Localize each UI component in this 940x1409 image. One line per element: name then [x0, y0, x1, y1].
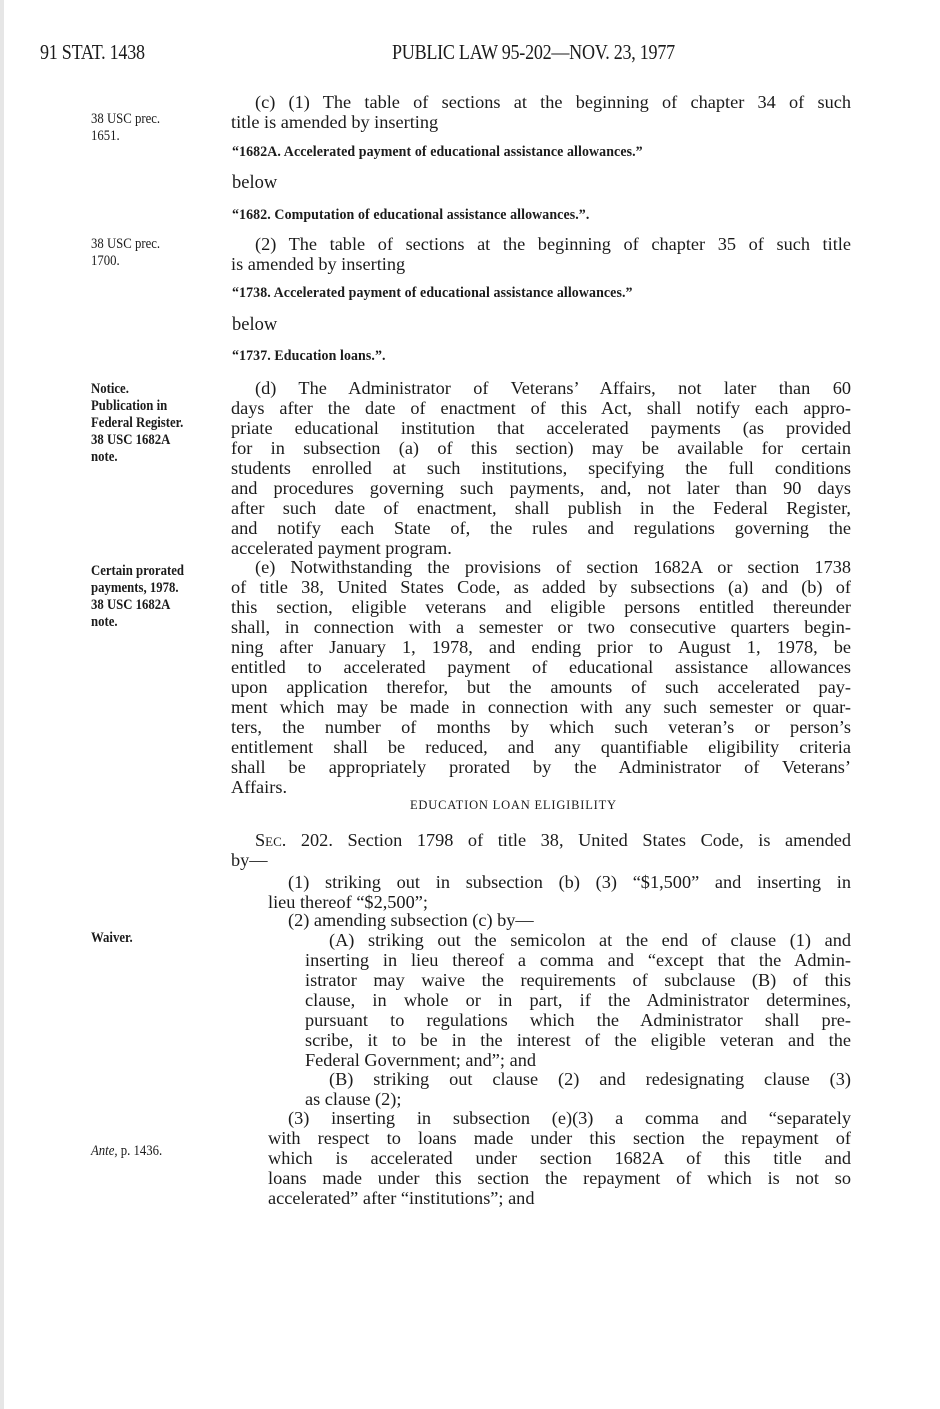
- text-line: days after the date of enactment of this Act, shall notify each appro-: [231, 398, 851, 418]
- text-line: (A) striking out the semicolon at the end of clause (1) and: [329, 930, 851, 950]
- margin-note-waiver: [91, 930, 133, 947]
- text-line: lieu thereof “$2,500”;: [268, 892, 428, 912]
- item-2a: [305, 930, 851, 1070]
- text-line: Federal Government; and”; and: [305, 1050, 536, 1070]
- text-line: priate educational institution that accelerated payments (as provided: [231, 418, 851, 438]
- text-line: accelerated” after “institutions”; and: [268, 1188, 535, 1208]
- margin-note-line: Certain prorated: [91, 563, 184, 579]
- reference-section-1737: “1737. Education loans.”.: [232, 348, 386, 364]
- text-line: ment which may be made in connection with any such semester or quar-: [231, 697, 851, 717]
- below-word: below: [232, 315, 278, 335]
- text-line: ning after January 1, 1978, and ending prior to August 1, 1978, be: [231, 637, 851, 657]
- text-line: after such date of enactment, shall publish in the Federal Register,: [231, 498, 851, 518]
- text-line: (c) (1) The table of sections at the beginning of chapter 34 of such: [255, 92, 851, 112]
- margin-note-text: p. 1436.: [117, 1143, 163, 1159]
- text-line: for in subsection (a) of this section) may be available for certain: [231, 438, 851, 458]
- text-line: scribe, it to be in the interest of the eligible veteran and the: [305, 1030, 851, 1050]
- text-line: students enrolled at such institutions, specifying the full conditions: [231, 458, 851, 478]
- text-line: istrator may waive the requirements of subclause (B) of this: [305, 970, 851, 990]
- item-1: [268, 872, 851, 912]
- text-line: (d) The Administrator of Veterans’ Affairs, not later than 60: [255, 378, 851, 398]
- margin-note-line: 38 USC prec.: [91, 236, 161, 252]
- text-line: of title 38, United States Code, as added by subsections (a) and (b) of: [231, 577, 851, 597]
- margin-note-line: 1700.: [91, 253, 120, 269]
- statute-page-number: 91 STAT. 1438: [40, 40, 145, 64]
- margin-note-italic: Ante,: [91, 1143, 118, 1159]
- margin-note-line: note.: [91, 614, 118, 630]
- margin-note-line: note.: [91, 449, 118, 465]
- text-line: (e) Notwithstanding the provisions of section 1682A or section 1738: [255, 557, 851, 577]
- margin-note-38usc-1700: [91, 236, 160, 270]
- item-3: [268, 1108, 851, 1208]
- text-line: loans made under this section the repayment of which is not so: [268, 1168, 851, 1188]
- text-line: inserting in lieu thereof a comma and “except that the Admin-: [305, 950, 851, 970]
- margin-note-line: Publication in: [91, 398, 168, 414]
- margin-note-notice: [91, 381, 183, 466]
- text-line: (1) striking out in subsection (b) (3) “$1,500” and inserting in: [288, 872, 851, 892]
- section-heading: EDUCATION LOAN ELIGIBILITY: [410, 798, 617, 812]
- section-202: [231, 830, 851, 870]
- text-line: (2) The table of sections at the beginning of chapter 35 of such title: [255, 234, 851, 254]
- text-line: shall be appropriately prorated by the Administrator of Veterans’: [231, 757, 851, 777]
- margin-note-line: Notice.: [91, 381, 129, 397]
- text-line: (2) amending subsection (c) by—: [288, 910, 534, 930]
- text-line: clause, in whole or in part, if the Administrator determines,: [305, 990, 851, 1010]
- item-2b: [305, 1069, 851, 1109]
- margin-note-ante: [91, 1143, 162, 1160]
- inserted-section-1738: “1738. Accelerated payment of educational assistance allowances.”: [232, 285, 633, 301]
- running-title: PUBLIC LAW 95-202—NOV. 23, 1977: [392, 40, 675, 64]
- subsection-e: [231, 557, 851, 797]
- sec-label: Sec.: [255, 830, 287, 850]
- margin-note-line: 38 USC prec.: [91, 111, 161, 127]
- margin-note-line: Waiver.: [91, 930, 133, 946]
- text-line: as clause (2);: [305, 1089, 402, 1109]
- subsection-c2: [231, 234, 851, 274]
- margin-note-line: payments, 1978.: [91, 580, 179, 596]
- text-line: entitled to accelerated payment of educational assistance allowances: [231, 657, 851, 677]
- margin-note-line: Federal Register.: [91, 415, 184, 431]
- text-line: with respect to loans made under this section the repayment of: [268, 1128, 851, 1148]
- item-2: [288, 910, 908, 930]
- text-line: and notify each State of, the rules and regulations governing the: [231, 518, 851, 538]
- text-line: title is amended by inserting: [231, 112, 439, 132]
- text-line: pursuant to regulations which the Administrator shall pre-: [305, 1010, 851, 1030]
- text-line: Affairs.: [231, 777, 288, 797]
- section-202-intro: [231, 830, 851, 850]
- text-line: ters, the number of months by which such veteran’s or person’s: [231, 717, 851, 737]
- reference-section-1682: “1682. Computation of educational assistance allowances.”.: [232, 207, 590, 223]
- page-header: [40, 40, 900, 70]
- text-line: accelerated payment program.: [231, 538, 452, 558]
- margin-note-line: 38 USC 1682A: [91, 597, 171, 613]
- inserted-section-1682a: “1682A. Accelerated payment of educational assistance allowances.”: [232, 144, 643, 160]
- below-word: below: [232, 173, 278, 193]
- page-edge: [0, 0, 4, 1409]
- text-line: entitlement shall be reduced, and any quantifiable eligibility criteria: [231, 737, 851, 757]
- text-line: which is accelerated under section 1682A of this title and: [268, 1148, 851, 1168]
- text-line: (3) inserting in subsection (e)(3) a comma and “separately: [288, 1108, 851, 1128]
- text-line: by—: [231, 850, 268, 870]
- subsection-c1: [231, 92, 851, 132]
- text-line: this section, eligible veterans and eligible persons entitled thereunder: [231, 597, 851, 617]
- margin-note-line: 38 USC 1682A: [91, 432, 171, 448]
- text-line: upon application therefor, but the amounts of such accelerated pay-: [231, 677, 851, 697]
- margin-note-38usc-1651: [91, 111, 160, 145]
- margin-note-line: 1651.: [91, 128, 120, 144]
- text-line: and procedures governing such payments, and, not later than 90 days: [231, 478, 851, 498]
- text-line: shall, in connection with a semester or two consecutive quarters begin-: [231, 617, 851, 637]
- text-line: is amended by inserting: [231, 254, 406, 274]
- margin-note-prorated-payments: [91, 563, 184, 631]
- text-line: 202. Section 1798 of title 38, United States Code, is amended: [286, 830, 851, 850]
- subsection-d: [231, 378, 851, 558]
- text-line: (B) striking out clause (2) and redesignating clause (3): [329, 1069, 851, 1089]
